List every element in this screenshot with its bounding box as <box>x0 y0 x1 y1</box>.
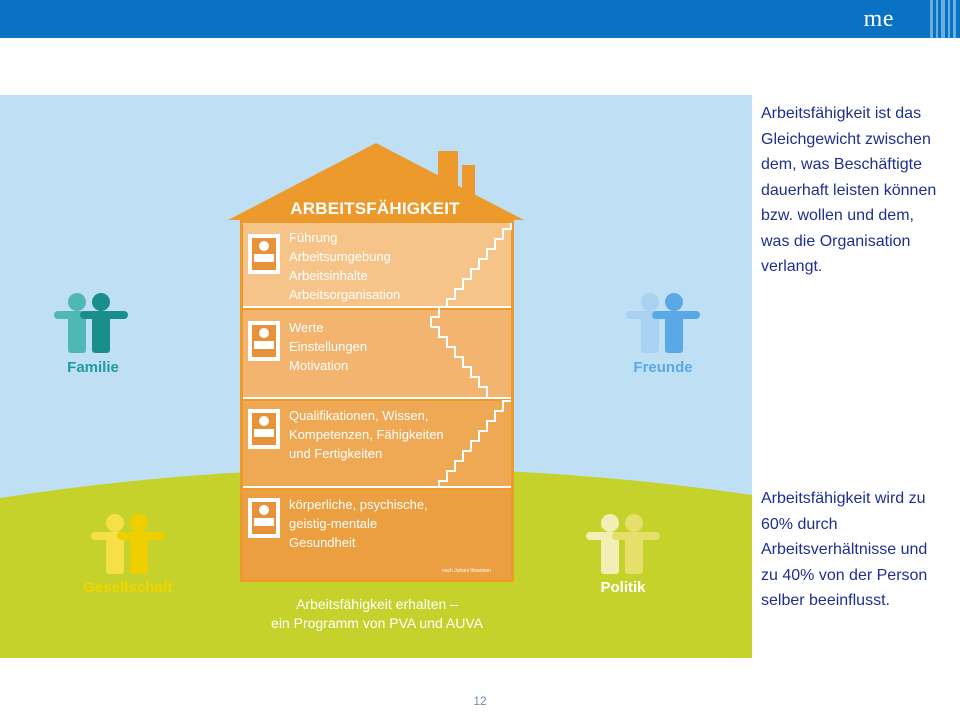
header-stripe <box>953 0 956 38</box>
floor-4-text <box>289 495 428 552</box>
header-stripe <box>936 0 938 38</box>
floor-line: Arbeitsinhalte <box>289 268 368 283</box>
window-person-icon <box>248 234 280 274</box>
window-person-icon <box>248 321 280 361</box>
brand-logo-text: me <box>863 6 894 32</box>
floor-line: Arbeitsorganisation <box>289 287 401 302</box>
floor-line: Einstellungen <box>289 339 368 354</box>
floor-line: und Fertigkeiten <box>289 446 383 461</box>
program-line-2: ein Programm von PVA und AUVA <box>271 615 483 631</box>
header-bar <box>0 0 960 38</box>
definition-paragraph: Arbeitsfähigkeit ist das Gleichgewicht zwischen dem, was Beschäftigte dauerhaft leisten können bzw. wollen und dem, was die Organisation verlangt. <box>761 105 937 275</box>
floor-line: Qualifikationen, Wissen, <box>289 408 429 423</box>
header-stripe <box>930 0 933 38</box>
floor-line: Werte <box>289 320 324 335</box>
floor-line: Gesundheit <box>289 535 356 550</box>
definition-text <box>761 101 945 280</box>
influence-paragraph: Arbeitsfähigkeit wird zu 60% durch Arbeitsverhältnisse und zu 40% von der Person selber beeinflusst. <box>761 490 928 609</box>
label-politik: Politik <box>600 579 646 596</box>
house-title: ARBEITSFÄHIGKEIT <box>290 199 460 218</box>
floor-line: Führung <box>289 230 338 245</box>
house-graphic <box>0 95 752 658</box>
program-line-1: Arbeitsfähigkeit erhalten – <box>296 596 458 612</box>
floor-line: körperliche, psychische, <box>289 497 428 512</box>
label-gesellschaft: Gesellschaft <box>83 579 173 596</box>
label-familie: Familie <box>67 359 119 376</box>
program-caption <box>232 595 522 633</box>
work-ability-house-illustration <box>0 95 752 658</box>
influence-text <box>761 486 945 614</box>
header-stripe <box>941 0 945 38</box>
illustration-credit: nach Juhani Ilmarinen <box>442 568 491 574</box>
label-freunde: Freunde <box>633 359 693 376</box>
floor-line: Kompetenzen, Fähigkeiten <box>289 427 444 442</box>
window-person-icon <box>248 498 280 538</box>
page-number: 12 <box>473 694 487 708</box>
floor-3-text <box>289 406 444 463</box>
floor-1-text <box>289 228 400 304</box>
header-stripe <box>948 0 950 38</box>
floor-line: Arbeitsumgebung <box>289 249 391 264</box>
window-person-icon <box>248 409 280 449</box>
floor-line: geistig-mentale <box>289 516 378 531</box>
floor-line: Motivation <box>289 358 349 373</box>
floor-2-text <box>289 318 367 375</box>
